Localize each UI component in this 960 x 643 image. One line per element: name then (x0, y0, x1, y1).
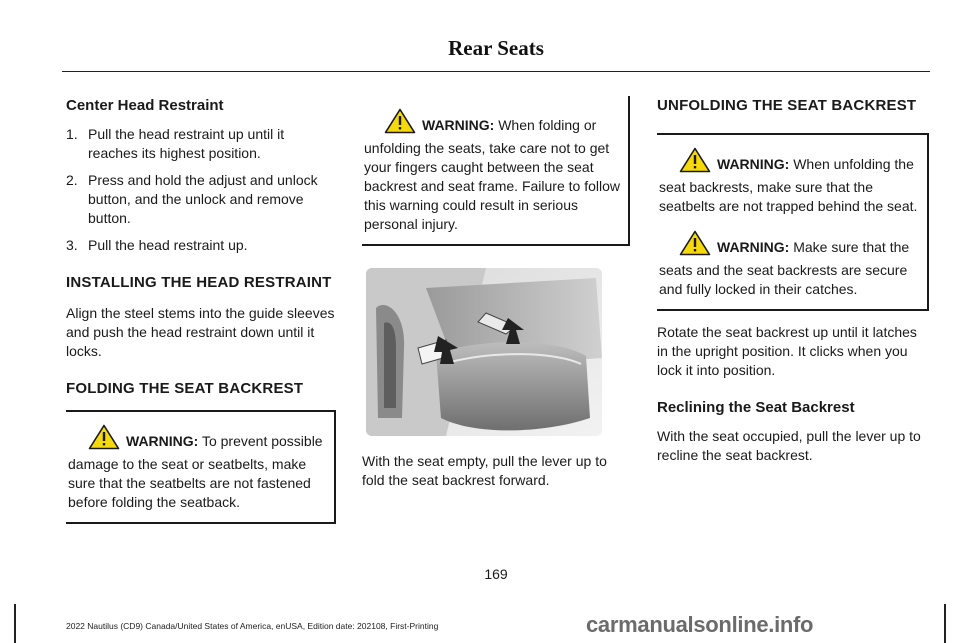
warning-text: When folding or unfolding the seats, take care not to get your fingers caught between the seat backrest and seat frame. Failure to follow this warning could result in serious personal injury. (364, 117, 621, 232)
warning-box (362, 96, 630, 246)
center-head-restraint-heading: Center Head Restraint (66, 97, 224, 114)
footer-edition-text: 2022 Nautilus (CD9) Canada/United States of America, enUSA, Edition date: 202108, First-Printing (66, 621, 439, 631)
warning-label: WARNING: (422, 117, 495, 133)
page-header-title: Rear Seats (448, 36, 544, 60)
warning-label: WARNING: (717, 156, 790, 172)
warning-item (659, 147, 923, 216)
warning-triangle-icon (679, 230, 711, 261)
reclining-heading: Reclining the Seat Backrest (657, 399, 855, 416)
unfolding-heading: UNFOLDING THE SEAT BACKREST (657, 97, 917, 114)
installing-text: Align the steel stems into the guide sleeves and push the head restraint down until it locks. (66, 305, 335, 359)
folding-heading: FOLDING THE SEAT BACKREST (66, 380, 304, 397)
step-text: Press and hold the adjust and unlock button, and the unlock and remove button. (88, 172, 318, 226)
warning-box (657, 133, 929, 311)
warning-triangle-icon (679, 147, 711, 178)
warning-item (659, 230, 923, 299)
rotate-text: Rotate the seat backrest up until it latches in the upright position. It clicks when you lock it into position. (657, 324, 917, 378)
seat-lever-illustration (366, 268, 602, 436)
installing-heading: INSTALLING THE HEAD RESTRAINT (66, 274, 332, 291)
step-number: 1. (66, 126, 78, 142)
step-text: Pull the head restraint up until it reaches its highest position. (88, 126, 285, 161)
step-text: Pull the head restraint up. (88, 237, 248, 253)
warning-triangle-icon (384, 108, 416, 139)
warning-label: WARNING: (126, 433, 199, 449)
steps-list (66, 125, 336, 255)
list-item (66, 236, 336, 255)
watermark: carmanualsonline.info (586, 612, 814, 637)
column-right (657, 96, 929, 483)
warning-label: WARNING: (717, 239, 790, 255)
warning-box (66, 410, 336, 524)
list-item (66, 171, 336, 228)
reclining-text: With the seat occupied, pull the lever up to recline the seat backrest. (657, 428, 921, 463)
warning-text: To prevent possible damage to the seat or seatbelts, make sure that the seatbelts are not fastened before folding the seatback. (68, 433, 323, 510)
column-middle (362, 96, 630, 508)
step-number: 3. (66, 237, 78, 253)
page-number: 169 (484, 566, 508, 582)
header-rule (62, 71, 930, 72)
column-left (66, 96, 336, 524)
crop-mark (944, 604, 946, 643)
step-number: 2. (66, 172, 78, 188)
figure-caption: With the seat empty, pull the lever up to fold the seat backrest forward. (362, 453, 607, 488)
warning-text: Make sure that the seats and the seat backrests are secure and fully locked in their catches. (659, 239, 910, 297)
warning-triangle-icon (88, 424, 120, 455)
crop-mark (14, 604, 16, 643)
warning-text: When unfolding the seat backrests, make sure that the seatbelts are not trapped behind the seat. (659, 156, 918, 214)
list-item (66, 125, 336, 163)
